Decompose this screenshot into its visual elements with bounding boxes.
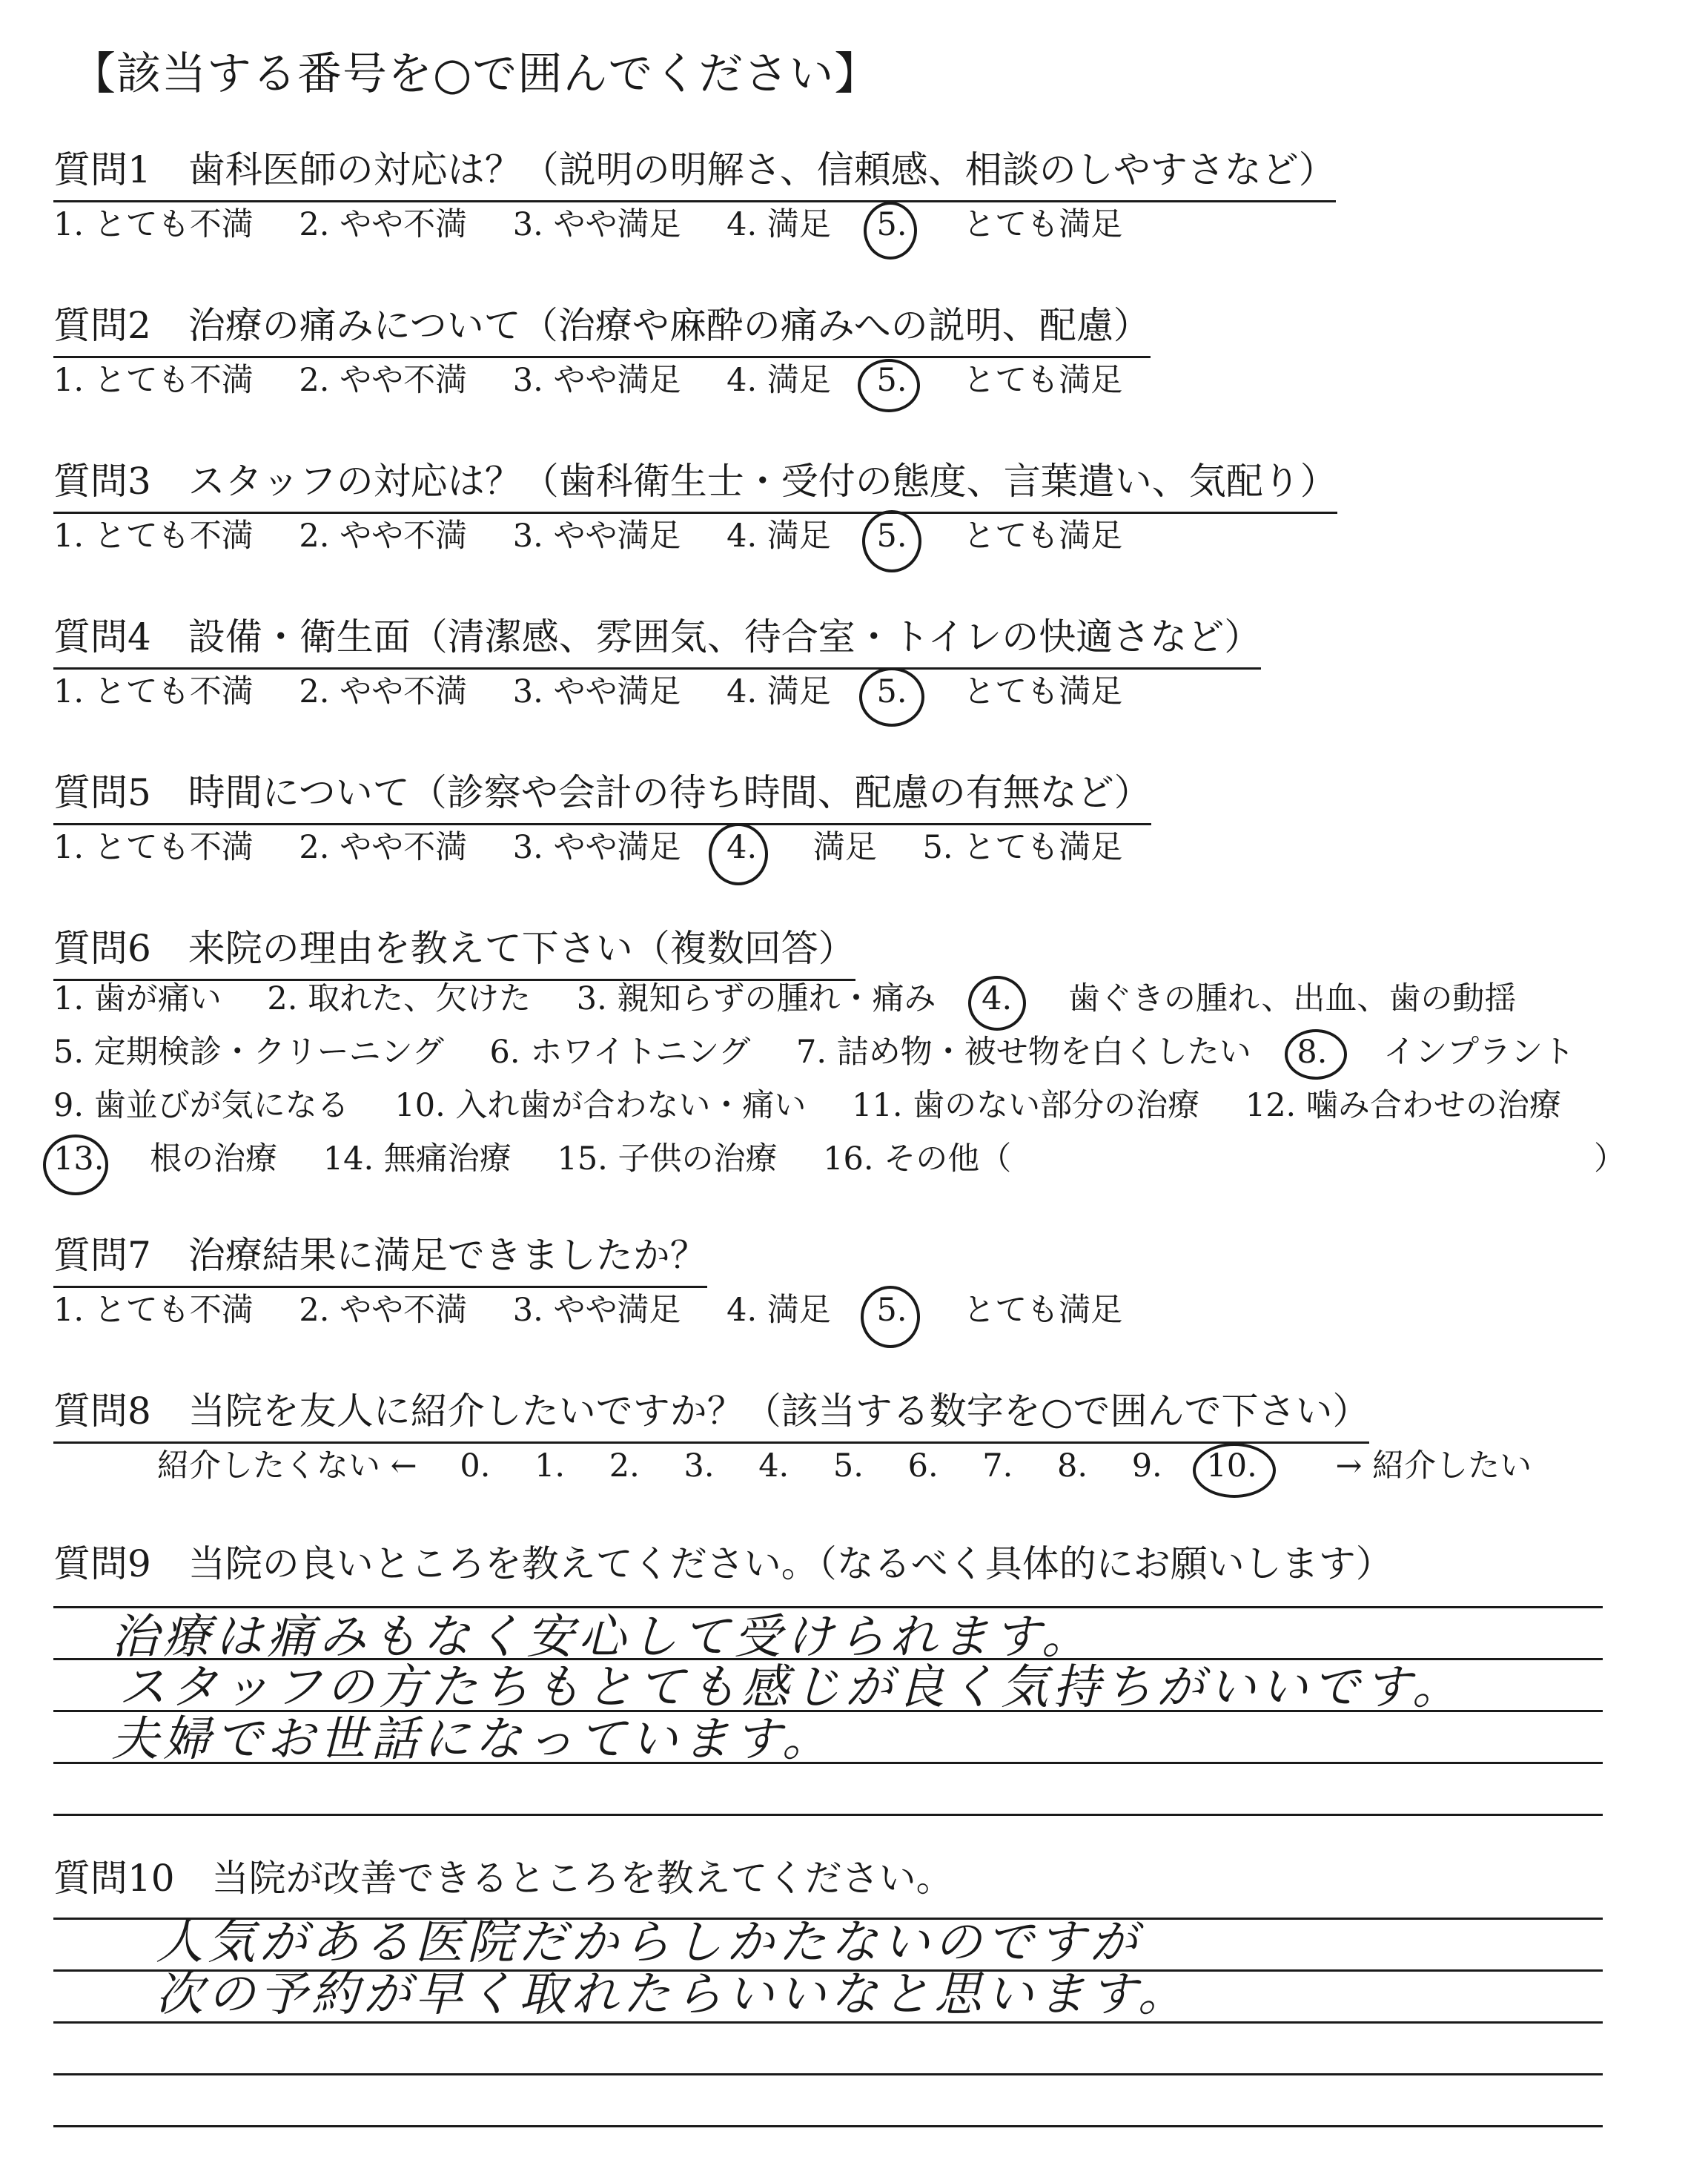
q1-options <box>53 203 1158 246</box>
q6-option-4-label[interactable]: 歯ぐきの腫れ、出血、歯の動揺 <box>1068 980 1517 1017</box>
q2-selection-circle <box>858 359 920 412</box>
q8-scale-9[interactable]: 9. <box>1131 1447 1162 1484</box>
q2-option-5-number[interactable]: 5. <box>877 362 918 399</box>
q8-scale-6[interactable]: 6. <box>907 1447 939 1484</box>
q8-scale-0[interactable]: 0. <box>460 1447 491 1484</box>
q3-option-3[interactable]: 3. やや満足 <box>512 518 681 555</box>
q1-option-1[interactable]: 1. とても不満 <box>53 206 254 243</box>
q8-scale-10[interactable]: 10. <box>1206 1447 1291 1484</box>
q8-scale-5[interactable]: 5. <box>833 1447 864 1484</box>
q5-option-3[interactable]: 3. やや満足 <box>512 829 681 866</box>
q8-scale-4[interactable]: 4. <box>758 1447 790 1484</box>
q6-selection-circle-8 <box>1285 1029 1347 1080</box>
q5-title: 質問5 時間について（診察や会計の待ち時間、配慮の有無など） <box>53 768 1151 825</box>
q10-answer-line <box>53 2073 1603 2075</box>
q2-title: 質問2 治療の痛みについて（治療や麻酔の痛みへの説明、配慮） <box>53 301 1151 358</box>
q6-selection-circle-4 <box>968 976 1026 1031</box>
q7-option-5-label[interactable]: とても満足 <box>963 1292 1123 1329</box>
q8-scale <box>157 1444 1566 1487</box>
q7-option-2[interactable]: 2. やや不満 <box>299 1292 468 1329</box>
q6-option-6[interactable]: 6. ホワイトニング <box>489 1034 751 1071</box>
q7-options <box>53 1289 1158 1332</box>
q6-option-2[interactable]: 2. 取れた、欠けた <box>267 980 532 1017</box>
q10-answer-text-1[interactable]: 人気がある医院だからしかたないのですが <box>156 1915 1142 1970</box>
q4-options <box>53 670 1158 713</box>
q1-option-5-number[interactable]: 5. <box>877 206 918 243</box>
q6-options-row-1 <box>53 977 1552 1020</box>
q6-option-14[interactable]: 14. 無痛治療 <box>322 1140 512 1178</box>
q1-title: 質問1 歯科医師の対応は？（説明の明解さ、信頼感、相談のしやすさなど） <box>53 145 1336 202</box>
q4-option-5-label[interactable]: とても満足 <box>963 673 1123 710</box>
q8-scale-3[interactable]: 3. <box>683 1447 715 1484</box>
q8-right-label: → 紹介したい <box>1335 1447 1532 1484</box>
q6-option-13-number[interactable]: 13. <box>53 1140 104 1178</box>
q2-option-1[interactable]: 1. とても不満 <box>53 362 254 399</box>
q8-scale-1[interactable]: 1. <box>534 1447 566 1484</box>
q9-answer-line <box>53 1814 1603 1816</box>
q5-option-4-label[interactable]: 満足 <box>812 829 877 866</box>
q5-option-5[interactable]: 5. とても満足 <box>922 829 1123 866</box>
q7-option-1[interactable]: 1. とても不満 <box>53 1292 254 1329</box>
q6-selection-circle-13 <box>43 1135 108 1195</box>
q5-option-4-number[interactable]: 4. <box>726 829 767 866</box>
q10-answer-text-2[interactable]: 次の予約が早く取れたらいいなと思います。 <box>156 1967 1190 2022</box>
q4-option-4[interactable]: 4. 満足 <box>726 673 831 710</box>
q6-option-9[interactable]: 9. 歯並びが気になる <box>53 1087 349 1124</box>
q8-scale-8[interactable]: 8. <box>1057 1447 1088 1484</box>
q2-option-5-label[interactable]: とても満足 <box>963 362 1123 399</box>
page-title: 【該当する番号を○で囲んでください】 <box>71 48 880 100</box>
q3-selection-circle <box>862 510 921 572</box>
q3-options <box>53 515 1158 558</box>
q9-answer-text-3[interactable]: 夫婦でお世話になっています。 <box>111 1712 834 1767</box>
q4-option-3[interactable]: 3. やや満足 <box>512 673 681 710</box>
q6-option-8-number[interactable]: 8. <box>1297 1034 1337 1071</box>
q5-option-1[interactable]: 1. とても不満 <box>53 829 254 866</box>
q4-option-1[interactable]: 1. とても不満 <box>53 673 254 710</box>
q9-answer-text-1[interactable]: 治療は痛みもなく安心して受けられます。 <box>111 1610 1093 1665</box>
q6-option-5[interactable]: 5. 定期検診・クリーニング <box>53 1034 444 1071</box>
q6-option-4-number[interactable]: 4. <box>982 980 1022 1017</box>
q3-option-5-number[interactable]: 5. <box>877 518 918 555</box>
q2-option-2[interactable]: 2. やや不満 <box>299 362 468 399</box>
q1-option-3[interactable]: 3. やや満足 <box>512 206 681 243</box>
q3-title: 質問3 スタッフの対応は？（歯科衛生士・受付の態度、言葉遣い、気配り） <box>53 457 1337 514</box>
q2-option-4[interactable]: 4. 満足 <box>726 362 831 399</box>
q7-title: 質問7 治療結果に満足できましたか？ <box>53 1231 707 1288</box>
q8-title: 質問8 当院を友人に紹介したいですか？（該当する数字を○で囲んで下さい） <box>53 1387 1369 1444</box>
q6-option-13-label[interactable]: 根の治療 <box>150 1140 278 1178</box>
q7-option-4[interactable]: 4. 満足 <box>726 1292 831 1329</box>
q3-option-2[interactable]: 2. やや不満 <box>299 518 468 555</box>
q6-option-7[interactable]: 7. 詰め物・被せ物を白くしたい <box>796 1034 1251 1071</box>
q10-title: 質問10 当院が改善できるところを教えてください。 <box>53 1857 953 1900</box>
q4-option-2[interactable]: 2. やや不満 <box>299 673 468 710</box>
q6-option-3[interactable]: 3. 親知らずの腫れ・痛み <box>576 980 936 1017</box>
q2-options <box>53 359 1158 402</box>
q7-selection-circle <box>861 1286 920 1348</box>
q9-answer-text-2[interactable]: スタッフの方たちもとても感じが良く気持ちがいいです。 <box>119 1660 1464 1715</box>
q1-option-4[interactable]: 4. 満足 <box>726 206 831 243</box>
q6-options-row-4 <box>53 1137 1047 1180</box>
q6-option-11[interactable]: 11. 歯のない部分の治療 <box>852 1087 1200 1124</box>
q5-selection-circle <box>709 823 768 885</box>
q2-option-3[interactable]: 3. やや満足 <box>512 362 681 399</box>
q8-left-label: 紹介したくない ← <box>157 1447 417 1484</box>
q7-option-5-number[interactable]: 5. <box>877 1292 918 1329</box>
q8-scale-7[interactable]: 7. <box>982 1447 1013 1484</box>
q7-option-3[interactable]: 3. やや満足 <box>512 1292 681 1329</box>
q3-option-4[interactable]: 4. 満足 <box>726 518 831 555</box>
q1-option-5-label[interactable]: とても満足 <box>963 206 1123 243</box>
q8-selection-circle <box>1193 1443 1276 1498</box>
q5-options <box>53 826 1158 869</box>
q3-option-1[interactable]: 1. とても不満 <box>53 518 254 555</box>
q6-option-10[interactable]: 10. 入れ歯が合わない・痛い <box>394 1087 807 1124</box>
q4-option-5-number[interactable]: 5. <box>877 673 918 710</box>
q1-option-2[interactable]: 2. やや不満 <box>299 206 468 243</box>
q6-option-1[interactable]: 1. 歯が痛い <box>53 980 222 1017</box>
q10-answer-line <box>53 2125 1603 2127</box>
q6-options-row-3 <box>53 1084 1597 1127</box>
q1-selection-circle <box>864 202 917 260</box>
q3-option-5-label[interactable]: とても満足 <box>963 518 1123 555</box>
q6-options-row-2 <box>53 1031 1610 1074</box>
q6-other-close-paren: ） <box>1594 1140 1626 1178</box>
q9-title: 質問9 当院の良いところを教えてください。（なるべく具体的にお願いします） <box>53 1542 1393 1585</box>
q6-option-15[interactable]: 15. 子供の治療 <box>557 1140 778 1178</box>
q6-title: 質問6 来院の理由を教えて下さい（複数回答） <box>53 924 855 981</box>
q4-title: 質問4 設備・衛生面（清潔感、雰囲気、待合室・トイレの快適さなど） <box>53 612 1261 670</box>
q6-option-16[interactable]: 16. その他（ <box>823 1140 1012 1178</box>
q8-scale-2[interactable]: 2. <box>609 1447 640 1484</box>
q4-selection-circle <box>859 667 924 727</box>
q6-option-8-label[interactable]: インプラント <box>1383 1034 1575 1071</box>
q6-option-12[interactable]: 12. 噛み合わせの治療 <box>1245 1087 1561 1124</box>
q5-option-2[interactable]: 2. やや不満 <box>299 829 468 866</box>
